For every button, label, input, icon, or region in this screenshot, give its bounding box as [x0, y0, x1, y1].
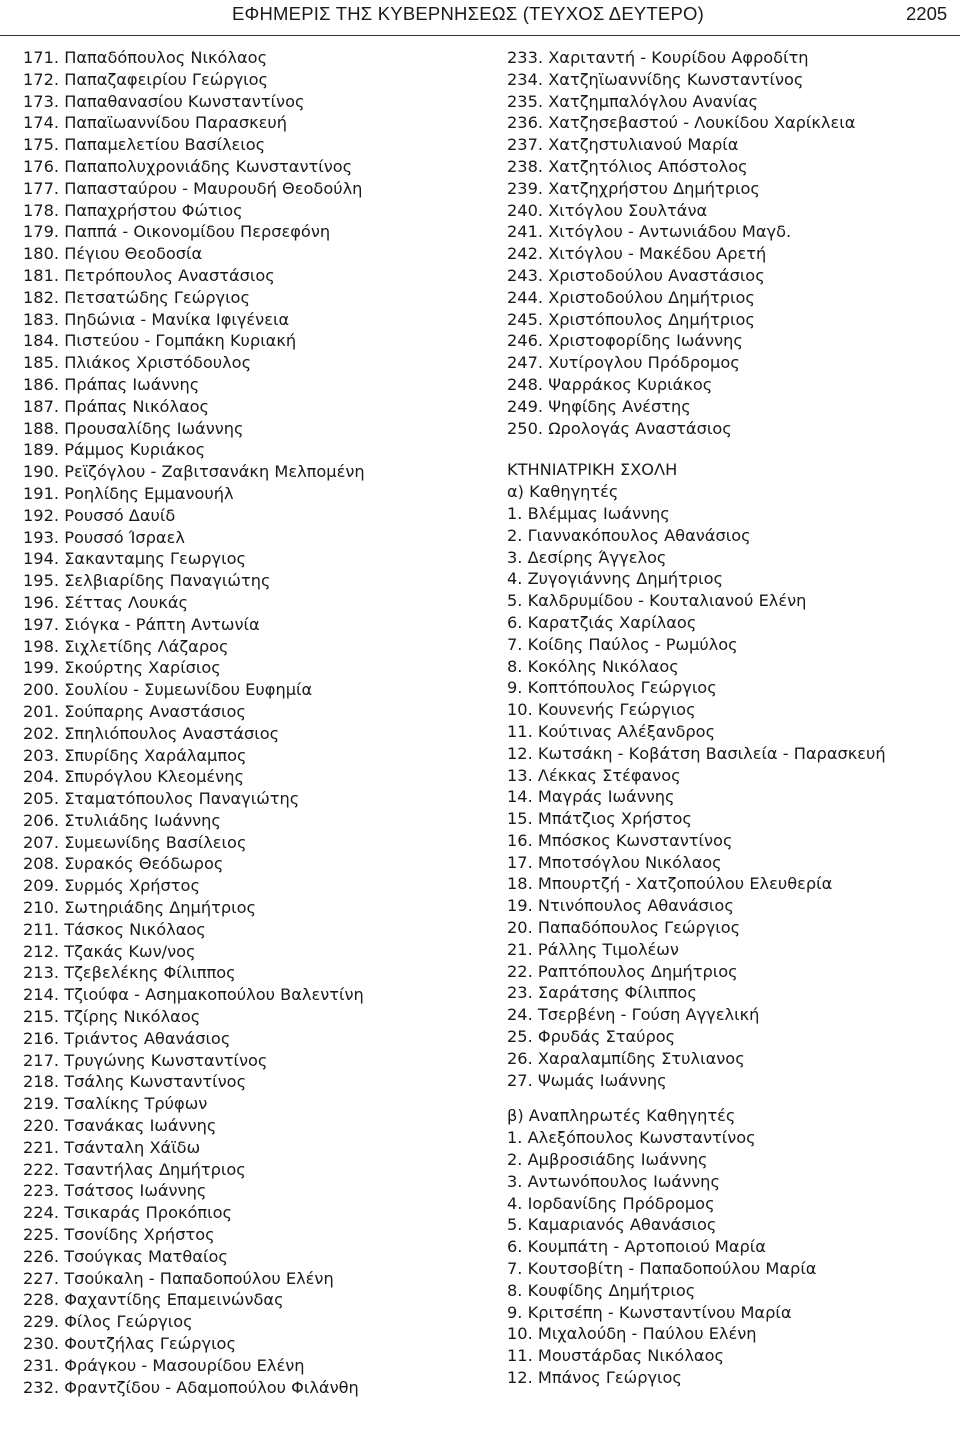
list-item: 238. Χατζητόλιος Απόστολος — [507, 156, 748, 176]
page-number: 2205 — [906, 3, 948, 24]
list-item: 7. Κουτσοβίτη - Παπαδοπούλου Μαρία — [507, 1259, 817, 1279]
list-item: 2. Γιαννακόπουλος Αθανάσιος — [507, 525, 751, 545]
list-item: 23. Σαράτσης Φίλιππος — [507, 983, 697, 1003]
list-item: 15. Μπάτζιος Χρήστος — [507, 809, 692, 829]
group-spacer — [507, 1091, 952, 1105]
header-divider — [0, 35, 960, 36]
list-item: 6. Καρατζιάς Χαρίλαος — [507, 612, 697, 632]
list-item: 12. Κωτσάκη - Κοβάτση Βασιλεία - Παρασκευή — [507, 743, 886, 763]
list-item: 231. Φράγκου - Μασουρίδου Ελένη — [23, 1355, 305, 1375]
list-item: 202. Σπηλιόπουλος Αναστάσιος — [23, 723, 280, 743]
list-item: 201. Σούπαρης Αναστάσιος — [23, 701, 246, 721]
right-entries-list — [507, 47, 952, 439]
list-item: 241. Χιτόγλου - Αντωνιάδου Μαγδ. — [507, 222, 792, 242]
list-item: 2. Αμβροσιάδης Ιωάννης — [507, 1150, 708, 1170]
list-item: 179. Παππά - Οικονομίδου Περσεφόνη — [23, 222, 331, 242]
list-item: 9. Κριτσέπη - Κωνσταντίνου Μαρία — [507, 1302, 792, 1322]
list-item: 5. Καμαριανός Αθανάσιος — [507, 1215, 717, 1235]
list-item: 22. Ραπτόπουλος Δημήτριος — [507, 961, 738, 981]
list-item: 222. Τσαντήλας Δημήτριος — [23, 1159, 246, 1179]
list-item: 233. Χαριταντή - Κουρίδου Αφροδίτη — [507, 48, 809, 67]
list-item: 185. Πλιάκος Χριστόδουλος — [23, 353, 252, 373]
right-column — [507, 47, 952, 1389]
list-item: 232. Φραντζίδου - Αδαμοπούλου Φιλάνθη — [23, 1377, 359, 1397]
list-item: 26. Χαραλαμπίδης Στυλιανος — [507, 1048, 745, 1068]
list-item: 203. Σπυρίδης Χαράλαμπος — [23, 745, 247, 765]
list-item: 8. Κοκόλης Νικόλαος — [507, 656, 679, 676]
list-item: 211. Τάσκος Νικόλαος — [23, 919, 206, 939]
left-column — [23, 47, 478, 1398]
list-item: 236. Χατζησεβαστού - Λουκίδου Χαρίκλεια — [507, 113, 856, 133]
list-item: 218. Τσάλης Κωνσταντίνος — [23, 1072, 247, 1092]
list-item: 17. Μποτσόγλου Νικόλαος — [507, 852, 722, 872]
list-item: 226. Τσούγκας Ματθαίος — [23, 1246, 228, 1266]
list-item: 27. Ψωμάς Ιωάννης — [507, 1070, 667, 1090]
list-item: 214. Τζιούφα - Ασημακοπούλου Βαλεντίνη — [23, 985, 364, 1005]
list-item: 176. Παπαπολυχρονιάδης Κωνσταντίνος — [23, 156, 353, 176]
list-item: 248. Ψαρράκος Κυριάκος — [507, 374, 713, 394]
list-item: 183. Πηδώνια - Μανίκα Ιφιγένεια — [23, 309, 290, 329]
list-item: 242. Χιτόγλου - Μακέδου Αρετή — [507, 244, 767, 264]
subsection-title-associate-professors: β) Αναπληρωτές Καθηγητές — [507, 1106, 736, 1126]
list-item: 13. Λέκκας Στέφανος — [507, 765, 681, 785]
list-item: 205. Σταματόπουλος Παναγιώτης — [23, 789, 300, 809]
list-item: 16. Μπόσκος Κωνσταντίνος — [507, 830, 733, 850]
list-item: 227. Τσούκαλη - Παπαδοπούλου Ελένη — [23, 1268, 334, 1288]
list-item: 182. Πετσατώδης Γεώργιος — [23, 287, 250, 307]
professors-list — [507, 503, 952, 1092]
list-item: 204. Σπυρόγλου Κλεομένης — [23, 767, 244, 787]
list-item: 173. Παπαθανασίου Κωνσταντίνος — [23, 91, 305, 111]
list-item: 245. Χριστόπουλος Δημήτριος — [507, 309, 755, 329]
list-item: 6. Κουμπάτη - Αρτοποιού Μαρία — [507, 1237, 766, 1257]
list-item: 195. Σελβιαρίδης Παναγιώτης — [23, 571, 271, 591]
list-item: 225. Τσονίδης Χρήστος — [23, 1225, 215, 1245]
list-item: 1. Βλέμμας Ιωάννης — [507, 503, 670, 523]
list-item: 9. Κοπτόπουλος Γεώργιος — [507, 678, 717, 698]
list-item: 10. Κουνενής Γεώργιος — [507, 700, 696, 720]
list-item: 244. Χριστοδούλου Δημήτριος — [507, 287, 755, 307]
gazette-title: ΕΦΗΜΕΡΙΣ ΤΗΣ ΚΥΒΕΡΝΗΣΕΩΣ (ΤΕΥΧΟΣ ΔΕΥΤΕΡΟ) — [232, 3, 704, 24]
list-item: 199. Σκούρτης Χαρίσιος — [23, 658, 221, 678]
list-item: 200. Σουλίου - Συμεωνίδου Ευφημία — [23, 680, 313, 700]
list-item: 194. Σακανταμης Γεωργιος — [23, 549, 247, 569]
list-item: 11. Κούτινας Αλέξανδρος — [507, 721, 716, 741]
list-item: 212. Τζακάς Κων/νος — [23, 941, 196, 961]
list-item: 190. Ρεϊζόγλου - Ζαβιτσανάκη Μελπομένη — [23, 462, 365, 482]
list-item: 10. Μιχαλούδη - Παύλου Ελένη — [507, 1324, 757, 1344]
list-item: 187. Πράπας Νικόλαος — [23, 396, 210, 416]
list-item: 180. Πέγιου Θεοδοσία — [23, 244, 203, 264]
list-item: 228. Φαχαντίδης Επαμεινώνδας — [23, 1290, 284, 1310]
list-item: 25. Φρυδάς Σταύρος — [507, 1027, 676, 1047]
list-item: 177. Παπασταύρου - Μαυρουδή Θεοδούλη — [23, 178, 363, 198]
list-item: 240. Χιτόγλου Σουλτάνα — [507, 200, 708, 220]
list-item: 206. Στυλιάδης Ιωάννης — [23, 810, 221, 830]
list-item: 213. Τζεβελέκης Φίλιππος — [23, 963, 236, 983]
list-item: 4. Ζυγογιάννης Δημήτριος — [507, 569, 724, 589]
list-item: 208. Συρακός Θεόδωρος — [23, 854, 224, 874]
page-header — [0, 0, 960, 34]
list-item: 11. Μουστάρδας Νικόλαος — [507, 1346, 724, 1366]
list-item: 224. Τσικαράς Προκόπιος — [23, 1203, 233, 1223]
list-item: 229. Φίλος Γεώργιος — [23, 1312, 193, 1332]
subsection-title-professors: α) Καθηγητές — [507, 482, 619, 502]
list-item: 215. Τζίρης Νικόλαος — [23, 1007, 201, 1027]
list-item: 249. Ψηφίδης Ανέστης — [507, 396, 691, 416]
list-item: 178. Παπαχρήστου Φώτιος — [23, 200, 243, 220]
list-item: 221. Τσάνταλη Χάϊδω — [23, 1137, 201, 1157]
list-item: 18. Μπουρτζή - Χατζοπούλου Ελευθερία — [507, 874, 833, 894]
list-item: 217. Τρυγώνης Κωνσταντίνος — [23, 1050, 268, 1070]
list-item: 189. Ράμμος Κυριάκος — [23, 440, 206, 460]
list-item: 3. Δεσίρης Άγγελος — [507, 547, 667, 567]
list-item: 196. Σέττας Λουκάς — [23, 592, 189, 612]
list-item: 210. Σωτηριάδης Δημήτριος — [23, 898, 257, 918]
list-item: 223. Τσάτσος Ιωάννης — [23, 1181, 207, 1201]
list-item: 230. Φουτζήλας Γεώργιος — [23, 1334, 236, 1354]
list-item: 237. Χατζηστυλιανού Μαρία — [507, 135, 739, 155]
list-item: 247. Χυτίρογλου Πρόδρομος — [507, 353, 740, 373]
list-item: 193. Ρουσσό Ίσραελ — [23, 527, 185, 547]
list-item: 1. Αλεξόπουλος Κωνσταντίνος — [507, 1128, 756, 1148]
list-item: 220. Τσανάκας Ιωάννης — [23, 1116, 217, 1136]
list-item: 4. Ιορδανίδης Πρόδρομος — [507, 1193, 715, 1213]
list-item: 3. Αντωνόπουλος Ιωάννης — [507, 1171, 720, 1191]
list-item: 14. Μαγράς Ιωάννης — [507, 787, 675, 807]
list-item: 216. Τριάντος Αθανάσιος — [23, 1028, 231, 1048]
list-item: 186. Πράπας Ιωάννης — [23, 374, 200, 394]
list-item: 246. Χριστοφορίδης Ιωάννης — [507, 331, 743, 351]
list-item: 19. Ντινόπουλος Αθανάσιος — [507, 896, 734, 916]
list-item: 250. Ωρολογάς Αναστάσιος — [507, 418, 732, 438]
list-item: 243. Χριστοδούλου Αναστάσιος — [507, 265, 765, 285]
list-item: 192. Ρουσσό Δαυίδ — [23, 505, 176, 525]
list-item: 24. Τσερβένη - Γούση Αγγελική — [507, 1005, 760, 1025]
list-item: 184. Πιστεύου - Γομπάκη Κυριακή — [23, 331, 297, 351]
list-item: 197. Σιόγκα - Ράπτη Αντωνία — [23, 614, 260, 634]
list-item: 239. Χατζηχρήστου Δημήτριος — [507, 178, 760, 198]
list-item: 235. Χατζημπαλόγλου Ανανίας — [507, 91, 759, 111]
list-item: 188. Προυσαλίδης Ιωάννης — [23, 418, 244, 438]
list-item: 181. Πετρόπουλος Αναστάσιος — [23, 265, 275, 285]
list-item: 219. Τσαλίκης Τρύφων — [23, 1094, 208, 1114]
section-title: ΚΤΗΝΙΑΤΡΙΚΗ ΣΧΟΛΗ — [507, 460, 678, 480]
list-item: 198. Σιχλετίδης Λάζαρος — [23, 636, 229, 656]
list-item: 234. Χατζηϊωαννίδης Κωνσταντίνος — [507, 69, 804, 89]
list-item: 209. Συρμός Χρήστος — [23, 876, 200, 896]
list-item: 175. Παπαμελετίου Βασίλειος — [23, 135, 266, 155]
list-item: 191. Ροηλίδης Εμμανουήλ — [23, 483, 234, 503]
list-item: 20. Παπαδόπουλος Γεώργιος — [507, 918, 741, 938]
list-item: 12. Μπάνος Γεώργιος — [507, 1368, 682, 1388]
list-item: 171. Παπαδόπουλος Νικόλαος — [23, 48, 268, 67]
list-item: 8. Κουφίδης Δημήτριος — [507, 1280, 696, 1300]
list-item: 207. Συμεωνίδης Βασίλειος — [23, 832, 247, 852]
list-item: 21. Ράλλης Τιμολέων — [507, 939, 679, 959]
list-item: 174. Παπαϊωαννίδου Παρασκευή — [23, 113, 287, 133]
list-item: 172. Παπαζαφειρίου Γεώργιος — [23, 69, 269, 89]
list-item: 7. Κοίδης Παύλος - Ρωμύλος — [507, 634, 738, 654]
associate-professors-list — [507, 1127, 952, 1389]
list-item: 5. Καλδρυμίδου - Κουταλιανού Ελένη — [507, 591, 807, 611]
